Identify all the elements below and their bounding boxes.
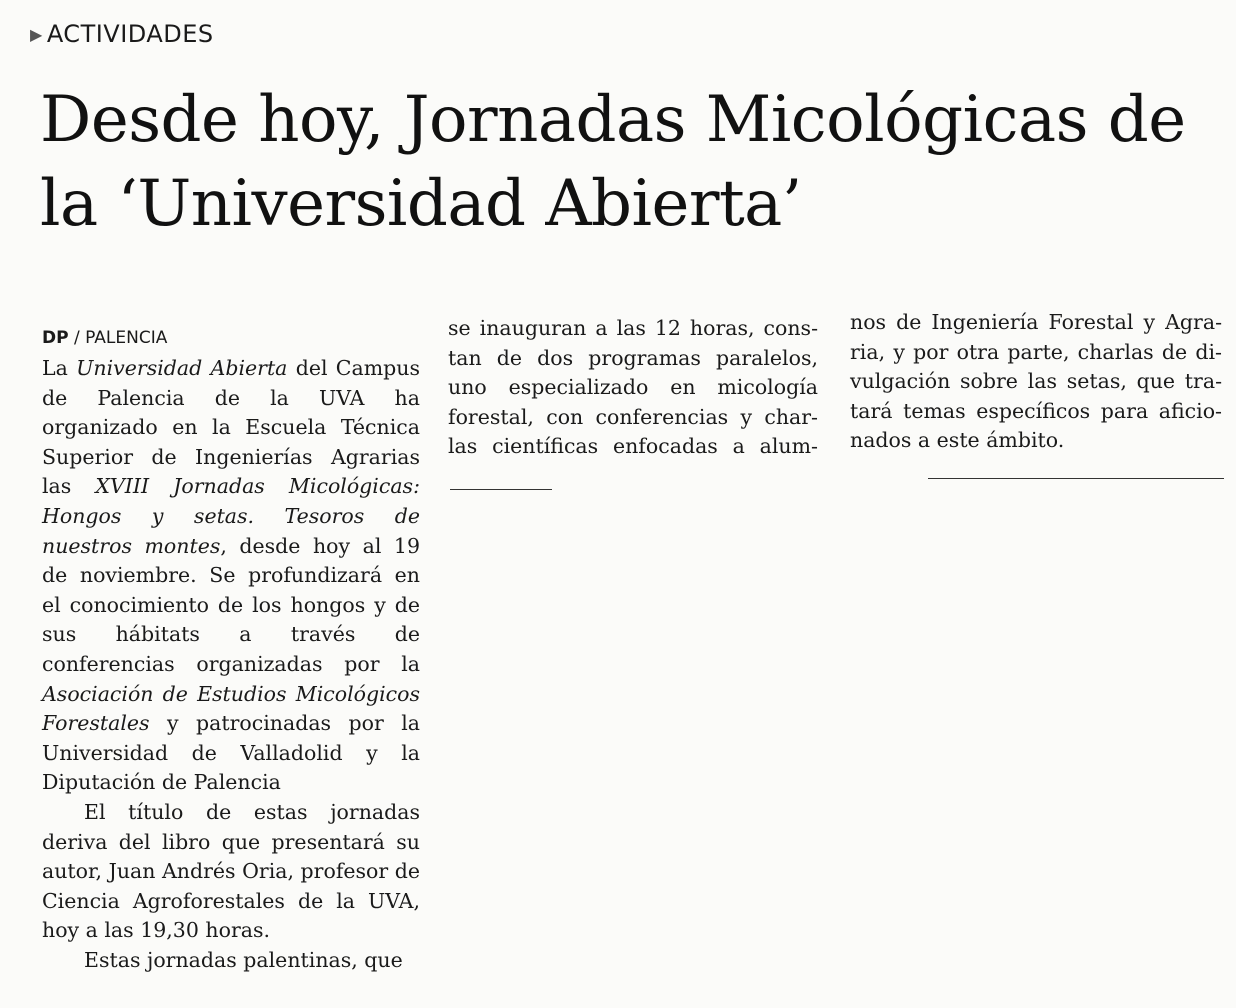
text-line: nos de Ingeniería Forestal y Agra- — [850, 310, 1222, 334]
text-line: uno especializado en micología — [448, 375, 818, 400]
text-line: nados a este ámbito. — [850, 428, 1065, 453]
text-line: ria, y por otra parte, charlas de di- — [850, 339, 1222, 364]
italic-run: Asociación de Estudios Micológicos Forestales — [42, 681, 420, 736]
text-run: La — [42, 356, 77, 380]
italic-run: Universidad Abierta — [76, 356, 288, 380]
article-column-1 — [42, 326, 420, 975]
article-column-3 — [850, 308, 1222, 456]
text-run: , desde hoy al 19 de noviembre. Se profundizará en el conocimiento de los hongos y de sus hábitats a través de conferencias organizadas por la — [42, 533, 420, 676]
byline-separator: / — [73, 328, 80, 348]
text-line: se inauguran a las 12 horas, cons- — [448, 316, 818, 340]
section-label — [30, 20, 214, 48]
byline — [42, 326, 420, 350]
paragraph-1 — [42, 354, 420, 798]
column-end-rule — [450, 489, 552, 490]
byline-agency: DP — [42, 328, 69, 348]
article-end-rule — [928, 478, 1224, 479]
text-line: las científicas enfocadas a alum- — [448, 434, 818, 459]
italic-run: XVIII Jornadas Micológicas: Hongos y setas. Tesoros de nuestros montes — [42, 474, 420, 558]
paragraph-2: El título de estas jornadas deriva del libro que presentará su autor, Juan Andrés Oria, profesor de Ciencia Agroforestales de la UVA, hoy a las 19,30 horas. — [42, 799, 420, 943]
text-run: del Campus de Palencia de la UVA ha organizado en la Escuela Técnica Superior de Ingenierías Agrarias las — [42, 356, 420, 499]
triangle-arrow-icon: ▶ — [30, 24, 43, 44]
text-line: tan de dos programas paralelos, — [448, 345, 818, 370]
text-line: forestal, con conferencias y char- — [448, 404, 818, 429]
section-label-text: ACTIVIDADES — [46, 20, 214, 48]
byline-place: PALENCIA — [85, 328, 168, 348]
text-line: vulgación sobre las setas, que tra- — [850, 369, 1222, 394]
headline: Desde hoy, Jornadas Micológicas de la ‘Universidad Abierta’ — [40, 83, 1186, 241]
article-column-2 — [448, 314, 818, 462]
text-line: tará temas específicos para aficio- — [850, 398, 1222, 423]
text-run: y patrocinadas por la Universidad de Valladolid y la Diputación de Palencia — [42, 711, 420, 795]
paragraph-3: Estas jornadas palentinas, que — [84, 947, 403, 972]
